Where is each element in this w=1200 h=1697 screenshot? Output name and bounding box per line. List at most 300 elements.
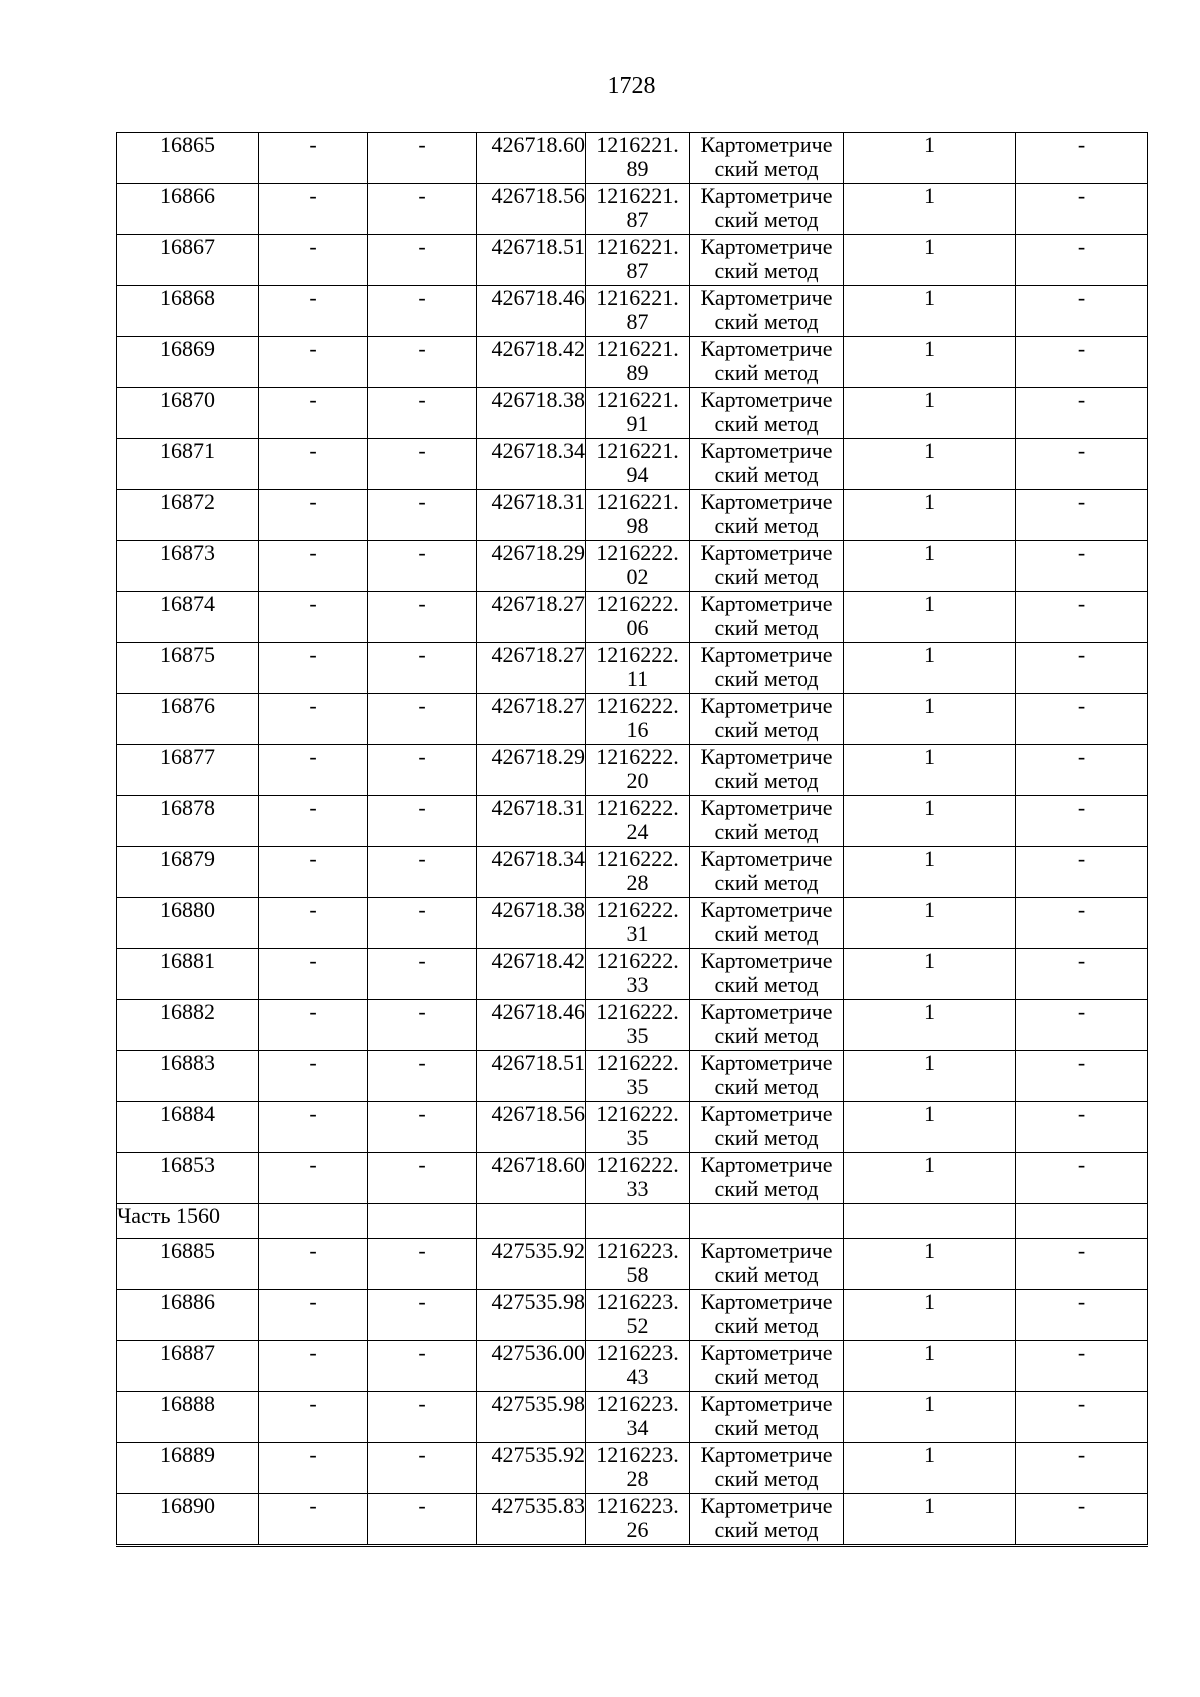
y-coordinate xyxy=(586,1443,690,1494)
method xyxy=(690,439,844,490)
col-2-value: - xyxy=(259,1341,368,1392)
y-coordinate-line-2: 87 xyxy=(626,309,649,334)
col-2-value: - xyxy=(259,337,368,388)
method xyxy=(690,1392,844,1443)
y-coordinate xyxy=(586,694,690,745)
x-coordinate: 426718.38 xyxy=(477,388,586,439)
col-7-value: 1 xyxy=(844,847,1016,898)
x-coordinate: 426718.31 xyxy=(477,490,586,541)
y-coordinate-line-1: 1216222. xyxy=(596,795,679,820)
y-coordinate-line-1: 1216222. xyxy=(596,540,679,565)
method-line-1: Картометриче xyxy=(700,438,833,463)
x-coordinate: 426718.29 xyxy=(477,745,586,796)
col-3-value: - xyxy=(368,898,477,949)
y-coordinate-line-2: 52 xyxy=(626,1313,649,1338)
col-8-value: - xyxy=(1016,643,1148,694)
y-coordinate xyxy=(586,184,690,235)
y-coordinate-line-1: 1216222. xyxy=(596,1101,679,1126)
page-number: 1728 xyxy=(607,73,656,99)
y-coordinate xyxy=(586,1392,690,1443)
y-coordinate-line-1: 1216223. xyxy=(596,1238,679,1263)
y-coordinate-line-2: 02 xyxy=(626,564,649,589)
col-8-value: - xyxy=(1016,1341,1148,1392)
method-line-1: Картометриче xyxy=(700,1050,833,1075)
method-line-2: ский метод xyxy=(714,1313,819,1338)
method-line-2: ский метод xyxy=(714,1023,819,1048)
x-coordinate: 426718.27 xyxy=(477,643,586,694)
point-number: 16884 xyxy=(117,1102,259,1153)
y-coordinate-line-1: 1216222. xyxy=(596,1152,679,1177)
col-2-value: - xyxy=(259,286,368,337)
col-2-value: - xyxy=(259,592,368,643)
y-coordinate-line-1: 1216222. xyxy=(596,948,679,973)
y-coordinate-line-2: 26 xyxy=(626,1517,649,1542)
y-coordinate xyxy=(586,1341,690,1392)
y-coordinate-line-1: 1216223. xyxy=(596,1340,679,1365)
method-line-2: ский метод xyxy=(714,1074,819,1099)
empty-cell xyxy=(690,1204,844,1239)
method-line-1: Картометриче xyxy=(700,693,833,718)
point-number: 16873 xyxy=(117,541,259,592)
method-line-2: ский метод xyxy=(714,1262,819,1287)
col-8-value: - xyxy=(1016,1392,1148,1443)
method xyxy=(690,1494,844,1546)
col-3-value: - xyxy=(368,847,477,898)
y-coordinate xyxy=(586,388,690,439)
method-line-1: Картометриче xyxy=(700,1101,833,1126)
y-coordinate-line-1: 1216221. xyxy=(596,387,679,412)
y-coordinate-line-2: 33 xyxy=(626,1176,649,1201)
x-coordinate: 426718.60 xyxy=(477,133,586,184)
x-coordinate: 426718.46 xyxy=(477,1000,586,1051)
col-2-value: - xyxy=(259,745,368,796)
col-7-value: 1 xyxy=(844,1102,1016,1153)
method xyxy=(690,235,844,286)
col-7-value: 1 xyxy=(844,796,1016,847)
y-coordinate xyxy=(586,1153,690,1204)
method-line-2: ский метод xyxy=(714,258,819,283)
x-coordinate: 427535.98 xyxy=(477,1290,586,1341)
method xyxy=(690,796,844,847)
method xyxy=(690,745,844,796)
y-coordinate xyxy=(586,1102,690,1153)
point-number: 16887 xyxy=(117,1341,259,1392)
x-coordinate: 426718.34 xyxy=(477,439,586,490)
col-8-value: - xyxy=(1016,1051,1148,1102)
y-coordinate-line-2: 28 xyxy=(626,870,649,895)
method xyxy=(690,1051,844,1102)
x-coordinate: 426718.27 xyxy=(477,592,586,643)
table-row xyxy=(117,1102,1148,1153)
col-2-value: - xyxy=(259,847,368,898)
table-row xyxy=(117,643,1148,694)
table-row xyxy=(117,1000,1148,1051)
x-coordinate: 427535.83 xyxy=(477,1494,586,1546)
col-3-value: - xyxy=(368,745,477,796)
point-number: 16885 xyxy=(117,1239,259,1290)
point-number: 16886 xyxy=(117,1290,259,1341)
col-7-value: 1 xyxy=(844,439,1016,490)
y-coordinate-line-2: 16 xyxy=(626,717,649,742)
empty-cell xyxy=(844,1204,1016,1239)
col-2-value: - xyxy=(259,541,368,592)
point-number: 16853 xyxy=(117,1153,259,1204)
y-coordinate-line-2: 89 xyxy=(626,156,649,181)
col-7-value: 1 xyxy=(844,1290,1016,1341)
x-coordinate: 426718.56 xyxy=(477,184,586,235)
col-3-value: - xyxy=(368,1494,477,1546)
col-3-value: - xyxy=(368,235,477,286)
col-3-value: - xyxy=(368,592,477,643)
col-2-value: - xyxy=(259,490,368,541)
y-coordinate xyxy=(586,643,690,694)
col-2-value: - xyxy=(259,1153,368,1204)
col-8-value: - xyxy=(1016,235,1148,286)
col-2-value: - xyxy=(259,439,368,490)
method-line-1: Картометриче xyxy=(700,183,833,208)
method-line-2: ский метод xyxy=(714,360,819,385)
col-3-value: - xyxy=(368,1051,477,1102)
col-3-value: - xyxy=(368,1153,477,1204)
col-7-value: 1 xyxy=(844,949,1016,1000)
x-coordinate: 426718.60 xyxy=(477,1153,586,1204)
point-number: 16872 xyxy=(117,490,259,541)
method-line-1: Картометриче xyxy=(700,999,833,1024)
col-8-value: - xyxy=(1016,745,1148,796)
col-7-value: 1 xyxy=(844,286,1016,337)
method-line-1: Картометриче xyxy=(700,642,833,667)
col-2-value: - xyxy=(259,1443,368,1494)
col-7-value: 1 xyxy=(844,745,1016,796)
y-coordinate xyxy=(586,1290,690,1341)
table-row xyxy=(117,286,1148,337)
method-line-1: Картометриче xyxy=(700,1238,833,1263)
y-coordinate-line-1: 1216222. xyxy=(596,1050,679,1075)
col-8-value: - xyxy=(1016,592,1148,643)
y-coordinate xyxy=(586,1051,690,1102)
col-7-value: 1 xyxy=(844,1000,1016,1051)
y-coordinate-line-1: 1216222. xyxy=(596,897,679,922)
x-coordinate: 426718.38 xyxy=(477,898,586,949)
method xyxy=(690,337,844,388)
point-number: 16880 xyxy=(117,898,259,949)
col-3-value: - xyxy=(368,337,477,388)
col-7-value: 1 xyxy=(844,388,1016,439)
table-row xyxy=(117,796,1148,847)
col-2-value: - xyxy=(259,1290,368,1341)
point-number: 16869 xyxy=(117,337,259,388)
col-3-value: - xyxy=(368,694,477,745)
method-line-2: ский метод xyxy=(714,666,819,691)
y-coordinate-line-1: 1216221. xyxy=(596,489,679,514)
method xyxy=(690,949,844,1000)
col-8-value: - xyxy=(1016,541,1148,592)
method xyxy=(690,1102,844,1153)
col-3-value: - xyxy=(368,949,477,1000)
method xyxy=(690,1000,844,1051)
col-2-value: - xyxy=(259,1239,368,1290)
col-8-value: - xyxy=(1016,133,1148,184)
empty-cell xyxy=(259,1204,368,1239)
part-header-row xyxy=(117,1204,1148,1239)
table-row xyxy=(117,1153,1148,1204)
col-3-value: - xyxy=(368,184,477,235)
point-number: 16882 xyxy=(117,1000,259,1051)
method-line-1: Картометриче xyxy=(700,489,833,514)
col-8-value: - xyxy=(1016,439,1148,490)
col-8-value: - xyxy=(1016,388,1148,439)
table-row xyxy=(117,1239,1148,1290)
col-3-value: - xyxy=(368,490,477,541)
col-3-value: - xyxy=(368,133,477,184)
y-coordinate-line-2: 91 xyxy=(626,411,649,436)
col-8-value: - xyxy=(1016,796,1148,847)
x-coordinate: 426718.27 xyxy=(477,694,586,745)
y-coordinate xyxy=(586,337,690,388)
y-coordinate-line-2: 87 xyxy=(626,258,649,283)
y-coordinate-line-1: 1216223. xyxy=(596,1391,679,1416)
table-row xyxy=(117,490,1148,541)
y-coordinate-line-1: 1216222. xyxy=(596,999,679,1024)
point-number: 16890 xyxy=(117,1494,259,1546)
method-line-2: ский метод xyxy=(714,156,819,181)
col-7-value: 1 xyxy=(844,235,1016,286)
table-row xyxy=(117,592,1148,643)
y-coordinate xyxy=(586,286,690,337)
col-3-value: - xyxy=(368,388,477,439)
point-number: 16870 xyxy=(117,388,259,439)
method-line-2: ский метод xyxy=(714,1466,819,1491)
coordinates-table xyxy=(116,132,1148,1547)
col-7-value: 1 xyxy=(844,1341,1016,1392)
point-number: 16889 xyxy=(117,1443,259,1494)
x-coordinate: 426718.56 xyxy=(477,1102,586,1153)
col-2-value: - xyxy=(259,949,368,1000)
method-line-1: Картометриче xyxy=(700,234,833,259)
y-coordinate-line-1: 1216221. xyxy=(596,438,679,463)
y-coordinate xyxy=(586,439,690,490)
col-2-value: - xyxy=(259,1494,368,1546)
table-row xyxy=(117,1341,1148,1392)
y-coordinate-line-2: 58 xyxy=(626,1262,649,1287)
col-2-value: - xyxy=(259,184,368,235)
method-line-1: Картометриче xyxy=(700,744,833,769)
method xyxy=(690,898,844,949)
table-row xyxy=(117,541,1148,592)
y-coordinate-line-1: 1216222. xyxy=(596,642,679,667)
method-line-2: ский метод xyxy=(714,411,819,436)
col-8-value: - xyxy=(1016,1290,1148,1341)
table-row xyxy=(117,847,1148,898)
method xyxy=(690,1290,844,1341)
col-8-value: - xyxy=(1016,490,1148,541)
method-line-2: ский метод xyxy=(714,972,819,997)
point-number: 16877 xyxy=(117,745,259,796)
y-coordinate-line-2: 98 xyxy=(626,513,649,538)
method-line-2: ский метод xyxy=(714,921,819,946)
table-row xyxy=(117,949,1148,1000)
col-3-value: - xyxy=(368,1341,477,1392)
y-coordinate xyxy=(586,898,690,949)
col-2-value: - xyxy=(259,694,368,745)
method xyxy=(690,541,844,592)
col-7-value: 1 xyxy=(844,133,1016,184)
method-line-1: Картометриче xyxy=(700,540,833,565)
col-7-value: 1 xyxy=(844,1153,1016,1204)
method xyxy=(690,286,844,337)
col-8-value: - xyxy=(1016,694,1148,745)
col-3-value: - xyxy=(368,286,477,337)
y-coordinate xyxy=(586,490,690,541)
col-8-value: - xyxy=(1016,286,1148,337)
col-3-value: - xyxy=(368,796,477,847)
method-line-1: Картометриче xyxy=(700,591,833,616)
method-line-2: ский метод xyxy=(714,564,819,589)
col-8-value: - xyxy=(1016,1000,1148,1051)
method-line-2: ский метод xyxy=(714,870,819,895)
method-line-2: ский метод xyxy=(714,1517,819,1542)
x-coordinate: 426718.51 xyxy=(477,235,586,286)
y-coordinate-line-1: 1216221. xyxy=(596,132,679,157)
table-row xyxy=(117,1290,1148,1341)
y-coordinate-line-2: 06 xyxy=(626,615,649,640)
y-coordinate xyxy=(586,1494,690,1546)
method-line-1: Картометриче xyxy=(700,1391,833,1416)
method-line-2: ский метод xyxy=(714,513,819,538)
col-7-value: 1 xyxy=(844,184,1016,235)
table-row xyxy=(117,388,1148,439)
method-line-2: ский метод xyxy=(714,1176,819,1201)
method xyxy=(690,1443,844,1494)
col-3-value: - xyxy=(368,541,477,592)
col-8-value: - xyxy=(1016,1239,1148,1290)
col-7-value: 1 xyxy=(844,694,1016,745)
x-coordinate: 426718.29 xyxy=(477,541,586,592)
part-label: Часть 1560 xyxy=(117,1204,259,1239)
y-coordinate-line-1: 1216223. xyxy=(596,1289,679,1314)
method-line-1: Картометриче xyxy=(700,132,833,157)
x-coordinate: 427536.00 xyxy=(477,1341,586,1392)
table-row xyxy=(117,898,1148,949)
y-coordinate-line-2: 34 xyxy=(626,1415,649,1440)
point-number: 16874 xyxy=(117,592,259,643)
point-number: 16878 xyxy=(117,796,259,847)
y-coordinate-line-2: 94 xyxy=(626,462,649,487)
col-8-value: - xyxy=(1016,1443,1148,1494)
method-line-1: Картометриче xyxy=(700,795,833,820)
y-coordinate xyxy=(586,133,690,184)
method xyxy=(690,133,844,184)
method xyxy=(690,592,844,643)
x-coordinate: 426718.34 xyxy=(477,847,586,898)
point-number: 16871 xyxy=(117,439,259,490)
y-coordinate-line-2: 89 xyxy=(626,360,649,385)
table-row xyxy=(117,1443,1148,1494)
col-7-value: 1 xyxy=(844,1051,1016,1102)
method-line-1: Картометриче xyxy=(700,336,833,361)
point-number: 16876 xyxy=(117,694,259,745)
empty-cell xyxy=(1016,1204,1148,1239)
y-coordinate-line-1: 1216221. xyxy=(596,336,679,361)
y-coordinate-line-2: 24 xyxy=(626,819,649,844)
x-coordinate: 427535.98 xyxy=(477,1392,586,1443)
method xyxy=(690,847,844,898)
empty-cell xyxy=(586,1204,690,1239)
col-2-value: - xyxy=(259,1051,368,1102)
table-row xyxy=(117,745,1148,796)
col-7-value: 1 xyxy=(844,541,1016,592)
method-line-1: Картометриче xyxy=(700,1442,833,1467)
y-coordinate-line-1: 1216221. xyxy=(596,183,679,208)
col-8-value: - xyxy=(1016,337,1148,388)
table-body xyxy=(117,133,1148,1546)
y-coordinate-line-2: 20 xyxy=(626,768,649,793)
method-line-2: ский метод xyxy=(714,1415,819,1440)
method-line-1: Картометриче xyxy=(700,1340,833,1365)
y-coordinate-line-2: 35 xyxy=(626,1125,649,1150)
method-line-2: ский метод xyxy=(714,1364,819,1389)
point-number: 16879 xyxy=(117,847,259,898)
method-line-1: Картометриче xyxy=(700,387,833,412)
point-number: 16866 xyxy=(117,184,259,235)
col-7-value: 1 xyxy=(844,1392,1016,1443)
point-number: 16868 xyxy=(117,286,259,337)
x-coordinate: 426718.31 xyxy=(477,796,586,847)
method-line-2: ский метод xyxy=(714,1125,819,1150)
y-coordinate-line-1: 1216221. xyxy=(596,285,679,310)
col-3-value: - xyxy=(368,1290,477,1341)
table-row xyxy=(117,1494,1148,1546)
col-7-value: 1 xyxy=(844,490,1016,541)
y-coordinate xyxy=(586,847,690,898)
col-8-value: - xyxy=(1016,1153,1148,1204)
y-coordinate xyxy=(586,541,690,592)
y-coordinate-line-2: 31 xyxy=(626,921,649,946)
method-line-2: ский метод xyxy=(714,462,819,487)
method xyxy=(690,643,844,694)
x-coordinate: 427535.92 xyxy=(477,1239,586,1290)
empty-cell xyxy=(477,1204,586,1239)
point-number: 16883 xyxy=(117,1051,259,1102)
y-coordinate-line-2: 11 xyxy=(626,666,649,691)
table-row xyxy=(117,1051,1148,1102)
y-coordinate xyxy=(586,235,690,286)
col-3-value: - xyxy=(368,643,477,694)
y-coordinate xyxy=(586,1000,690,1051)
table-row xyxy=(117,184,1148,235)
col-7-value: 1 xyxy=(844,1494,1016,1546)
y-coordinate xyxy=(586,796,690,847)
col-7-value: 1 xyxy=(844,898,1016,949)
y-coordinate-line-2: 28 xyxy=(626,1466,649,1491)
col-8-value: - xyxy=(1016,1102,1148,1153)
y-coordinate-line-1: 1216223. xyxy=(596,1493,679,1518)
method-line-1: Картометриче xyxy=(700,1493,833,1518)
y-coordinate-line-2: 35 xyxy=(626,1023,649,1048)
y-coordinate-line-2: 87 xyxy=(626,207,649,232)
col-2-value: - xyxy=(259,133,368,184)
method-line-2: ский метод xyxy=(714,309,819,334)
method-line-1: Картометриче xyxy=(700,285,833,310)
point-number: 16865 xyxy=(117,133,259,184)
point-number: 16875 xyxy=(117,643,259,694)
col-2-value: - xyxy=(259,1000,368,1051)
table-row xyxy=(117,694,1148,745)
table-row xyxy=(117,235,1148,286)
x-coordinate: 426718.42 xyxy=(477,337,586,388)
table-row xyxy=(117,337,1148,388)
col-2-value: - xyxy=(259,388,368,439)
